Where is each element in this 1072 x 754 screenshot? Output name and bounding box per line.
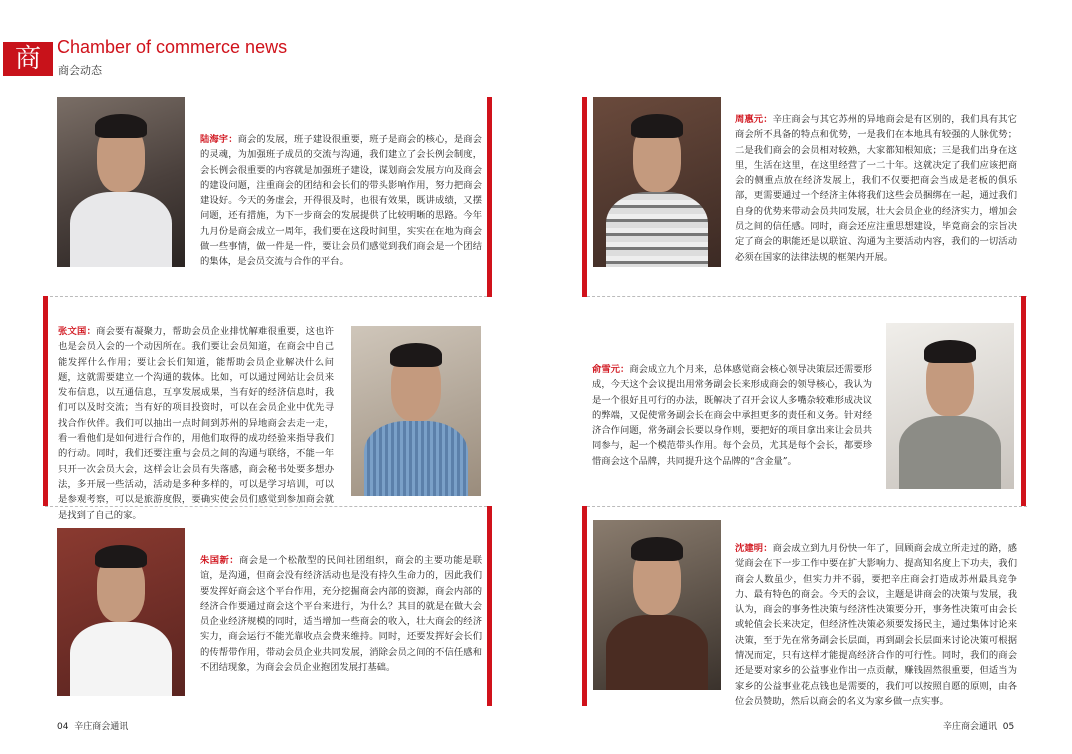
- section-subtitle: 商会动态: [58, 64, 102, 77]
- article-text: 商会成立到九月份快一年了，回顾商会成立所走过的路，感觉商会在下一步工作中要在扩大影响力、提高知名度上下功夫，我们商会人数虽少，但实力并不弱，要把辛庄商会打造成苏州最具竞争力、最有特色的商会。今天的会议，主题是讲商会的决策与发展，我认为，商会的事务性决策与经济性决策要分开，事务性决策可由会长或轮值会长来决定，但经济性决策必须要发扬民主，通过集体讨论来决策，至于先在常务副会长层面，再到副会长层面来讨论决策可根据情况而定，只有这样才能提高经济合作的可行性。同时，我们的商会还是要对家乡的公益事业作出一点贡献，赚钱固然很重要，但适当为家乡的公益事业花点钱也是需要的，我们可以按照自愿的原则，由各位会员赞助，然后以商会的名义为家乡做一点实事。: [735, 543, 1017, 707]
- portrait-photo: [593, 97, 721, 267]
- footer-left: [57, 719, 128, 732]
- article-text: 商会成立九个月来，总体感觉商会核心领导决策层还需要形成，今天这个会议提出用常务副会长来形成商会的领导核心，我认为是一个很好且可行的办法，既解决了召开会议人多嘴杂较难形成决议的弊端，又促使常务副会长在商会中承担更多的责任和义务。针对经济合作问题，常务副会长要以身作则，要把好的项目拿出来让会员共同参与，起一个模范带头作用。每个会员，尤其是每个会长，都要珍惜商会这个品牌，共同提升这个品牌的“含金量”。: [592, 364, 872, 467]
- publication-title: 辛庄商会通讯: [943, 722, 998, 732]
- accent-bar: [43, 296, 48, 506]
- speaker-name: 周惠元：: [735, 114, 773, 125]
- footer-right: [943, 719, 1014, 732]
- divider: [587, 506, 1027, 507]
- article-block: [200, 553, 482, 675]
- portrait-photo: [351, 326, 481, 496]
- speaker-name: 张文国：: [58, 326, 97, 337]
- page-number: 05: [1002, 722, 1015, 732]
- section-title: Chamber of commerce news: [57, 37, 288, 57]
- portrait-photo: [593, 520, 721, 690]
- speaker-name: 陆海宇：: [200, 134, 238, 145]
- divider: [45, 296, 487, 297]
- article-text: 商会的发展，班子建设很重要，班子是商会的核心，是商会的灵魂，为加强班子成员的交流与沟通，我们建立了会长例会制度，会长例会很重要的内容就是加强班子建设，谋划商会发展方向及商会的建设问题，注重商会的团结和会长们的带头影响作用，努力把商会建设好。今天的务虚会，开得很及时，也很有效果，既讲成绩，又摆问题，还有措施，为下一步商会的发展提供了比较明晰的思路。今年九月份是商会成立一周年，我们要在这段时间里，实实在在地为商会做一些事情，做一件是一件，要让会员们感觉到我们商会是一个团结的集体，是会员交流与合作的平台。: [200, 134, 482, 268]
- accent-bar: [582, 506, 587, 706]
- page-number: 04: [57, 722, 69, 732]
- accent-bar: [582, 97, 587, 297]
- speaker-name: 朱国新：: [200, 555, 239, 566]
- portrait-photo: [57, 97, 185, 267]
- divider: [45, 506, 487, 507]
- article-block: [200, 132, 482, 270]
- portrait-photo: [886, 323, 1014, 489]
- accent-bar: [487, 506, 492, 706]
- accent-bar: [1021, 296, 1026, 506]
- article-text: 辛庄商会与其它苏州的异地商会是有区别的，我们具有其它商会所不具备的特点和优势，一是我们在本地具有较强的人脉优势；二是我们商会的会员相对较熟，大家都知根知底；三是我们出身在这里，生活在这里，在这里经营了一二十年。这就决定了我们应该把商会的侧重点放在经济发展上，我们不仅要把商会当成是老板的俱乐部，更需要通过一个经济主体将我们这些会员捆绑在一起，通过我们自身的优势来带动会员共同发展，壮大会员企业的经济实力，增加会员之间的信任感。同时，商会还应注重思想建设，毕竟商会的宗旨决定了商会的职能还是以联谊、沟通为主要活动内容，我们的一切活动必须在国家的法律法规的框架内开展。: [735, 114, 1017, 263]
- speaker-name: 俞雪元：: [592, 364, 630, 375]
- article-block: [58, 324, 334, 523]
- article-block: [735, 112, 1017, 265]
- section-logo: 商: [3, 42, 53, 76]
- article-text: 商会要有凝聚力，帮助会员企业排忧解难很重要，这也许也是会员入会的一个动因所在。我们要让会员知道，在商会中自己能发挥什么作用；要让会长们知道，能帮助会员企业解决什么问题，这就需要建立一个沟通的载体。比如，可以通过网站让会员来发布信息，以互通信息，互享发展成果，当有好的经济信息时，我们可以及时交流；当有好的项目投资时，可以在会员企业中优先寻找合作伙伴。我们可以抽出一点时间到苏州的异地商会去走一走，看一看他们是如何进行合作的，用他们取得的成功经验来指导我们的行动。同时，我们还要注重与会员之间的沟通与联络，不能一年只开一次会员大会，这样会让会员有失落感，商会秘书处要多想办法，多开展一些活动，活动是多种多样的，可以是学习培训，可以是参观考察，可以是旅游度假，要确实使会员们感觉到参加商会就是找到了自己的家。: [58, 326, 334, 521]
- accent-bar: [487, 97, 492, 297]
- portrait-photo: [57, 528, 185, 696]
- speaker-name: 沈建明：: [735, 543, 773, 554]
- article-text: 商会是一个松散型的民间社团组织，商会的主要功能是联谊，是沟通，但商会没有经济活动也是没有持久生命力的，因此我们要发挥好商会这个平台作用，充分挖掘商会内部的资源，商会内部的经济合作要通过商会这个平台来进行，为什么？其目的就是在做大会员企业经济规模的同时，适当增加一些商会的收入，壮大商会的经济实力，商会运行不能光靠收点会费来维持。同时，还要发挥好会长们的传帮带作用，带动会员企业共同发展，消除会员之间的不信任感和不团结现象，为商会会员企业抱团发展打基础。: [200, 555, 482, 674]
- article-block: [592, 362, 872, 469]
- publication-title: 辛庄商会通讯: [74, 722, 129, 732]
- article-block: [735, 541, 1017, 709]
- divider: [587, 296, 1027, 297]
